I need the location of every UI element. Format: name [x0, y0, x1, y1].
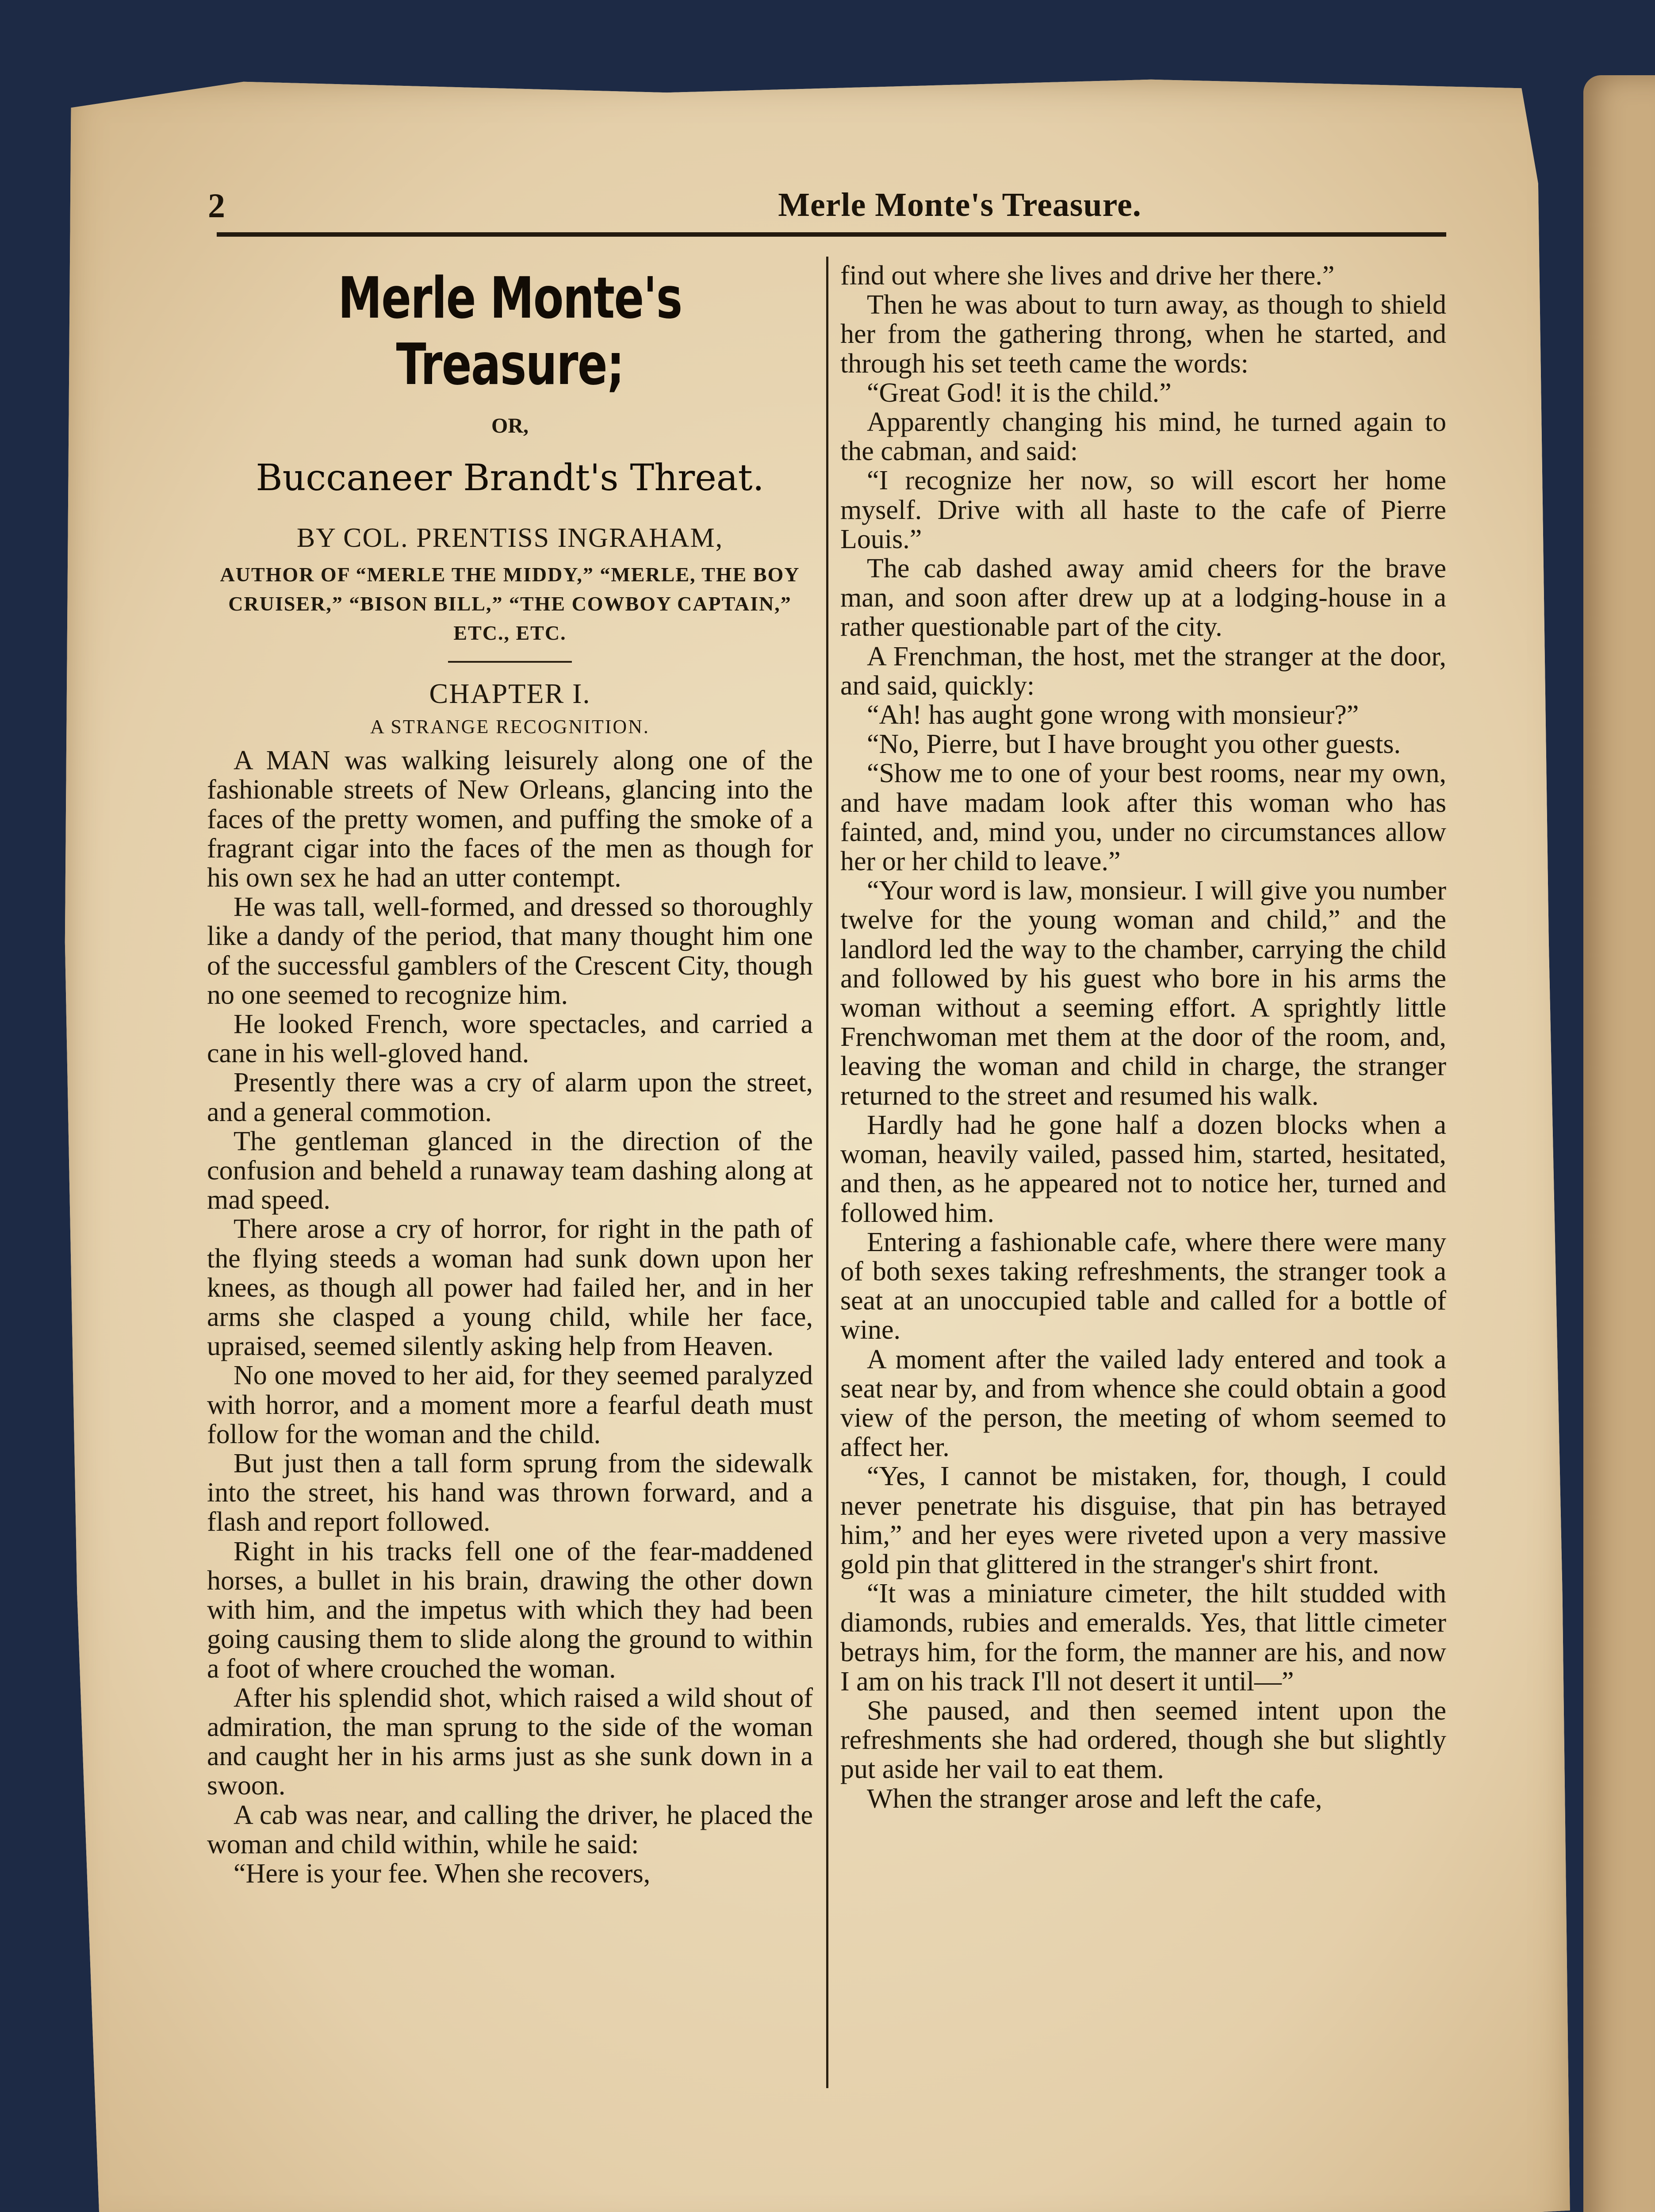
paragraph: A MAN was walking leisurely along one of the fashionable streets of New Orleans, glancing into the faces of the pretty women, and puffing the smoke of a fragrant cigar into the faces of the men as though for his own sex he had an utter contempt. [207, 745, 813, 893]
story-subtitle: Buccaneer Brandt's Threat. [256, 457, 764, 499]
byline: BY COL. PRENTISS INGRAHAM, [296, 523, 724, 553]
paragraph: But just then a tall form sprung from the sidewalk into the street, his hand was thrown forward, and a flash and report followed. [207, 1448, 813, 1537]
paragraph: “No, Pierre, but I have brought you other guests. [867, 729, 1401, 760]
left-column [207, 261, 813, 1888]
right-column-body [840, 290, 1446, 1813]
paragraph: The cab dashed away amid cheers for the brave man, and soon after drew up at a lodging-house in a rather questionable part of the city. [840, 553, 1446, 642]
header-rule [217, 232, 1446, 237]
page-number: 2 [208, 186, 225, 225]
paragraph: Entering a fashionable cafe, where there were many of both sexes taking refreshments, the stranger took a seat at an unoccupied table and called for a bottle of wine. [840, 1227, 1446, 1345]
paragraph: The gentleman glanced in the direction of the confusion and beheld a runaway team dashing along at mad speed. [207, 1126, 813, 1215]
story-title: Merle Monte's Treasure; [338, 265, 682, 398]
adjacent-page-edge [1583, 75, 1655, 2212]
paragraph: A Frenchman, the host, met the stranger at the door, and said, quickly: [840, 641, 1446, 701]
paragraph: He was tall, well-formed, and dressed so thoroughly like a dandy of the period, that many thought him one of the successful gamblers of the Crescent City, though no one seemed to recognize him. [207, 892, 813, 1010]
running-title: Merle Monte's Treasure. [778, 186, 1142, 223]
paragraph: “Yes, I cannot be mistaken, for, though, I could never penetrate his disguise, that pin has betrayed him,” and her eyes were riveted upon a very massive gold pin that glittered in the stranger's shirt front. [840, 1461, 1446, 1579]
paragraph: Apparently changing his mind, he turned again to the cabman, and said: [840, 407, 1446, 467]
paragraph: After his splendid shot, which raised a wild shout of admiration, the man sprung to the side of the woman and caught her in his arms just as she sunk down in a swoon. [207, 1682, 813, 1801]
running-header [142, 186, 1451, 234]
paragraph: Then he was about to turn away, as though to shield her from the gathering throng, when he started, and through his set teeth came the words: [840, 290, 1446, 379]
paragraph: “Ah! has aught gone wrong with monsieur?” [867, 700, 1359, 730]
paragraph: “I recognize her now, so will escort her home myself. Drive with all haste to the cafe of Pierre Louis.” [840, 465, 1446, 554]
column-divider [826, 257, 828, 2088]
paragraph: “It was a miniature cimeter, the hilt studded with diamonds, rubies and emeralds. Yes, that little cimeter betrays him, for the form, the manner are his, and now I am on his track I'll not desert it until—” [840, 1578, 1446, 1697]
paragraph: “Your word is law, monsieur. I will give you number twelve for the young woman and child,” and the landlord led the way to the chamber, carrying the child and followed by his guest who bore in his arms the woman without a seeming effort. A sprightly little Frenchwoman met them at the door of the room, and, leaving the woman and child in charge, the stranger returned to the street and resumed his walk. [840, 876, 1446, 1111]
paragraph: A moment after the vailed lady entered and took a seat near by, and from whence she could obtain a good view of the person, the meeting of whom seemed to affect her. [840, 1344, 1446, 1463]
paragraph: “Here is your fee. When she recovers, [234, 1858, 651, 1889]
paragraph: When the stranger arose and left the cafe, [867, 1783, 1322, 1814]
paragraph: Presently there was a cry of alarm upon the street, and a general commotion. [207, 1068, 813, 1127]
right-continued-paragraph: find out where she lives and drive her there.” [840, 261, 1335, 291]
paragraph: There arose a cry of horror, for right in the path of the flying steeds a woman had sunk down upon her knees, as though all power had failed her, and in her arms she clasped a young child, while her face, upraised, seemed silently asking help from Heaven. [207, 1214, 813, 1362]
chapter-title: A STRANGE RECOGNITION. [370, 716, 650, 738]
paragraph: “Show me to one of your best rooms, near my own, and have madam look after this woman who has fainted, and, mind you, under no circumstances allow her or her child to leave.” [840, 758, 1446, 877]
paragraph: Hardly had he gone half a dozen blocks when a woman, heavily vailed, passed him, started, hesitated, and then, as he appeared not to notice her, turned and followed him. [840, 1110, 1446, 1228]
left-column-body [207, 746, 813, 1888]
paragraph: Right in his tracks fell one of the fear-maddened horses, a bullet in his brain, drawing the other down with him, and the impetus with which they had been going causing them to slide along the ground to within a foot of where crouched the woman. [207, 1536, 813, 1684]
chapter-rule [448, 661, 572, 663]
chapter-number: CHAPTER I. [429, 678, 591, 710]
paragraph: A cab was near, and calling the driver, he placed the woman and child within, while he said: [207, 1800, 813, 1859]
author-credits: AUTHOR OF “MERLE THE MIDDY,” “MERLE, THE BOY CRUISER,” “BISON BILL,” “THE COWBOY CAPTAIN,” ETC., ETC. [220, 563, 800, 645]
paragraph: She paused, and then seemed intent upon the refreshments she had ordered, though she but slightly put aside her vail to eat them. [840, 1695, 1446, 1785]
right-column [840, 261, 1446, 1813]
paragraph: “Great God! it is the child.” [867, 377, 1172, 408]
title-or: OR, [491, 414, 529, 438]
paragraph: No one moved to her aid, for they seemed paralyzed with horror, and a moment more a fearful death must follow for the woman and the child. [207, 1360, 813, 1449]
paragraph: He looked French, wore spectacles, and carried a cane in his well-gloved hand. [207, 1009, 813, 1069]
